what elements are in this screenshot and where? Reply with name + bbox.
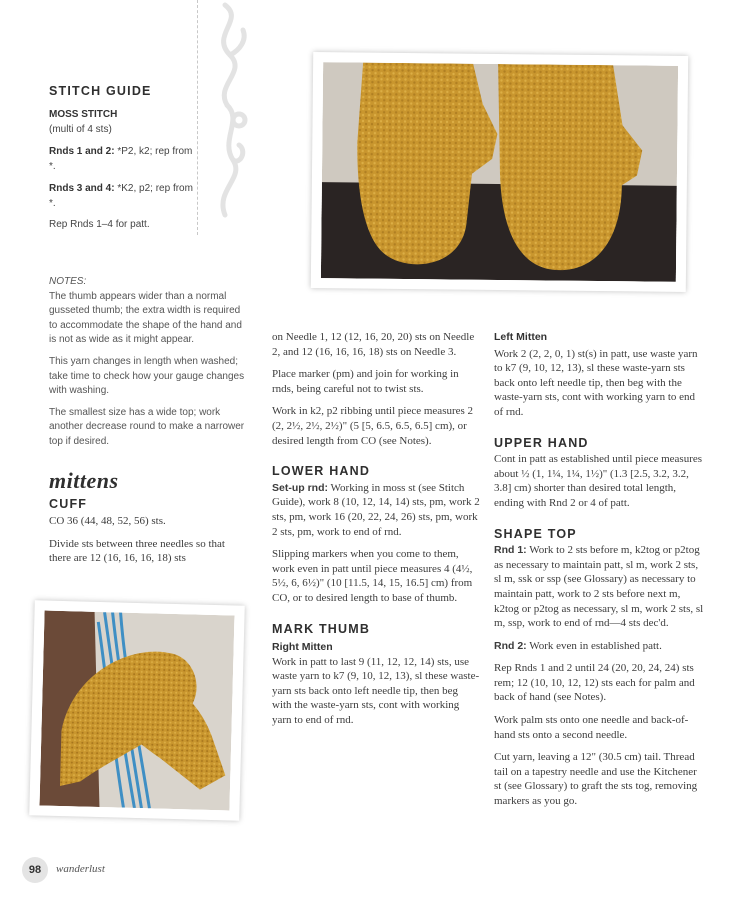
right-p4: Work palm sts onto one needle and back-of-hand sts onto a second needle.	[494, 714, 689, 741]
note-3: The smallest size has a wide top; work another decrease round to make a narrower top if desired.	[49, 406, 245, 447]
right-p3: Rep Rnds 1 and 2 until 24 (20, 20, 24, 24) sts rem; 12 (10, 10, 12, 12) sts each for palm and back of hand (see Notes).	[494, 662, 695, 704]
mid-p5: Work in patt to last 9 (11, 12, 12, 14) sts, use waste yarn to k7 (9, 10, 12, 13), sl these waste-yarn sts back onto left needle tip, then beg with the waste-yarn sts, cont with working yarn to end of rnd.	[272, 655, 480, 727]
rnds-1-2-label: Rnds 1 and 2:	[49, 146, 115, 157]
shape-top-heading: SHAPE TOP	[494, 526, 577, 541]
floral-ornament-icon	[195, 0, 250, 235]
left-mitten-subhead: Left Mitten	[494, 331, 548, 343]
notes-block	[49, 275, 249, 457]
right-column	[494, 330, 704, 817]
rnds-1-2-text: *P2, k2; rep from *.	[49, 146, 193, 172]
book-title: wanderlust	[56, 863, 105, 875]
page-number: 98	[22, 857, 48, 883]
notes-heading: NOTES:	[49, 276, 87, 287]
mid-p4: Slipping markers when you come to them, work even in patt until piece measures 4 (4½, 5½, 6, 6½)" (10 [11.5, 14, 15, 16.5] cm) from CO, or to desired length to base of thumb.	[272, 548, 473, 604]
rnd-2-text: Work even in established patt.	[526, 639, 662, 652]
moss-multi: (multi of 4 sts)	[49, 123, 112, 135]
mittens-title: mittens	[49, 468, 119, 493]
moss-stitch-block	[49, 108, 197, 137]
setup-rnd	[272, 481, 480, 539]
mittens-photo-icon	[321, 62, 678, 282]
rnd-1	[494, 543, 704, 631]
rnds-3-4-text: *K2, p2; rep from *.	[49, 183, 193, 209]
right-p5: Cut yarn, leaving a 12" (30.5 cm) tail. Thread tail on a tapestry needle and use the Kitchener st (see Glossary) to graft the sts tog, removing markers as you go.	[494, 751, 698, 808]
cuff-heading: CUFF	[49, 497, 88, 511]
bottom-photo-image	[39, 611, 234, 811]
bottom-photo	[29, 600, 245, 820]
note-2: This yarn changes in length when washed; take time to check how your gauge changes with washing.	[49, 355, 245, 397]
moss-stitch-title: MOSS STITCH	[49, 109, 118, 120]
right-p1: Work 2 (2, 2, 0, 1) st(s) in patt, use waste yarn to k7 (9, 10, 12, 13), sl these waste-yarn sts back onto left needle tip, then beg with the waste-yarn sts, cont with working yarn to end of rnd.	[494, 347, 698, 418]
top-photo-image	[321, 62, 678, 282]
rep-rnds: Rep Rnds 1–4 for patt.	[49, 219, 150, 230]
mid-p1: on Needle 1, 12 (12, 16, 20, 20) sts on Needle 2, and 12 (16, 16, 16, 18) sts on Needle 3.	[272, 331, 475, 358]
rnd-2-label: Rnd 2:	[494, 639, 527, 652]
lower-hand-heading: LOWER HAND	[272, 464, 371, 479]
rnds-3-4-label: Rnds 3 and 4:	[49, 183, 115, 194]
note-1: The thumb appears wider than a normal gusseted thumb; the extra width is required to accommodate the shape of the hand and is not as wide as it might appear.	[49, 290, 242, 346]
mark-thumb-heading: MARK THUMB	[272, 621, 371, 636]
setup-text: Working in moss st (see Stitch Guide), work 8 (10, 12, 14, 14) sts, pm, work 2 sts, pm, work 16 (20, 22, 24, 26) sts, pm, work 2 sts, pm, work to end of rnd.	[272, 481, 480, 538]
cuff-p1: CO 36 (44, 48, 52, 56) sts.	[49, 515, 166, 527]
rnd-2	[494, 639, 704, 654]
rnd-1-label: Rnd 1:	[494, 544, 527, 557]
mid-p2: Place marker (pm) and join for working in rnds, being careful not to twist sts.	[272, 368, 459, 395]
cuff-p2: Divide sts between three needles so that there are 12 (16, 16, 16, 18) sts	[49, 537, 225, 565]
upper-hand-heading: UPPER HAND	[494, 435, 589, 450]
rnds-1-2	[49, 145, 197, 174]
right-mitten-subhead: Right Mitten	[272, 641, 333, 654]
right-p2: Cont in patt as established until piece measures about ½ (1, 1¼, 1¼, 1½)" (1.3 [2.5, 3.2, 3.2, 3.8] cm) shorter than desired total length, ending with Rnd 2 or 4 of patt.	[494, 453, 703, 509]
crossed-mittens-photo-icon	[39, 611, 234, 811]
stitch-guide-title: STITCH GUIDE	[49, 84, 152, 98]
middle-column	[272, 330, 480, 736]
mid-p3: Work in k2, p2 ribbing until piece measures 2 (2, 2½, 2½, 2½)" (5 [5, 6.5, 6.5, 6.5] cm), or desired length from CO (see Notes).	[272, 405, 474, 447]
setup-label: Set-up rnd:	[272, 481, 328, 494]
cuff-text	[49, 514, 245, 574]
rnds-3-4	[49, 182, 197, 211]
top-photo	[311, 52, 688, 292]
rnd-1-text: Work to 2 sts before m, k2tog or p2tog as necessary to maintain patt, sl m, work 2 sts, sl m, ssk or ssp (see Glossary) as necessary to maintain patt, work to 2 sts before next m, k2tog or p2tog as necessary, sl m, work 2 sts, sl m, ssp, work to end of rnd—4 sts dec'd.	[494, 544, 704, 630]
